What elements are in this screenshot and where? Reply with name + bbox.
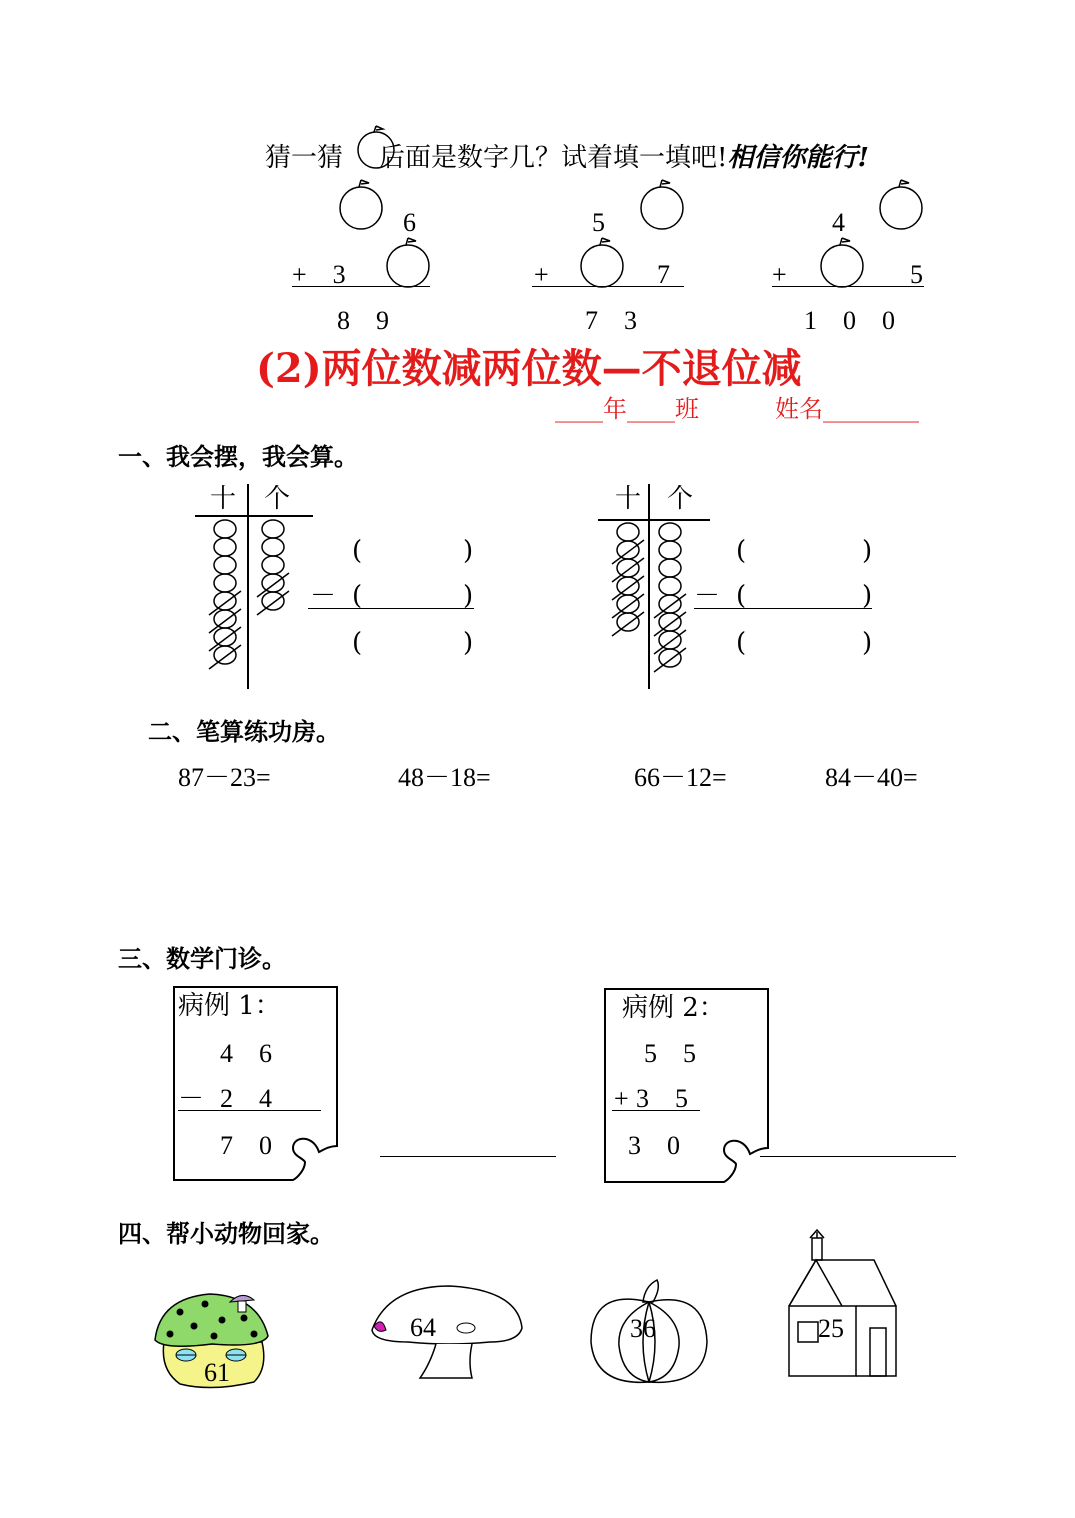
case2-mid: 3 5 <box>636 1084 689 1113</box>
puzzle3-ones: 5 <box>910 260 923 289</box>
apple-icon <box>638 176 688 231</box>
intro-part2: 后面是数字几？试着填一填吧! <box>379 143 728 173</box>
case2-rule <box>612 1110 700 1111</box>
equation-rule <box>694 608 872 609</box>
student-name: 姓名________ <box>775 395 919 423</box>
puzzle2-plus: + <box>534 260 549 289</box>
apple-icon <box>578 234 628 289</box>
counters <box>205 518 295 678</box>
paren-open: ( <box>736 628 747 658</box>
case1-op: － <box>178 1084 205 1114</box>
table-rule <box>598 519 710 521</box>
apple-icon <box>877 176 927 231</box>
paren-open: ( <box>352 581 363 611</box>
case2-result: 3 0 <box>628 1131 681 1160</box>
tens-label: 十 <box>615 484 642 514</box>
puzzle1-rule <box>292 286 430 287</box>
ones-label: 个 <box>667 484 694 514</box>
paren-close: ) <box>862 628 873 658</box>
minus-sign: － <box>694 581 721 611</box>
intro-part3: 相信你能行! <box>727 143 869 173</box>
case1-top: 4 6 <box>220 1039 273 1068</box>
problem-3: 66－12= <box>634 763 727 792</box>
counters <box>608 522 698 682</box>
section2-heading: 二、笔算练功房。 <box>148 717 340 746</box>
case1-result: 7 0 <box>220 1131 273 1160</box>
paren-close: ) <box>463 536 474 566</box>
home-number-1: 61 <box>204 1358 230 1387</box>
paren-close: ) <box>463 581 474 611</box>
puzzle1-bottom: + 3 <box>292 260 346 289</box>
home-number-2: 64 <box>410 1313 436 1342</box>
puzzle1-top: 6 <box>403 208 416 237</box>
problem-2: 48－18= <box>398 763 491 792</box>
case1-label: 病例 1： <box>178 991 281 1021</box>
class-year: ____年____班 <box>555 395 699 423</box>
page-title: (2)两位数减两位数—不退位减 <box>256 345 802 392</box>
paren-open: ( <box>352 628 363 658</box>
puzzle3-top: 4 <box>832 208 845 237</box>
house-icon <box>786 1228 902 1380</box>
home-number-4: 25 <box>818 1314 844 1343</box>
intro-part1: 猜一猜 <box>265 143 344 173</box>
problem-4: 84－40= <box>825 763 918 792</box>
ones-label: 个 <box>264 484 291 514</box>
case2-op: + <box>614 1084 629 1113</box>
table-rule <box>195 515 313 517</box>
section4-heading: 四、帮小动物回家。 <box>118 1219 334 1248</box>
equation-rule <box>308 608 474 609</box>
section3-heading: 三、数学门诊。 <box>118 944 286 973</box>
apple-icon <box>384 234 434 289</box>
section1-heading: 一、我会摆，我会算。 <box>118 442 358 471</box>
paren-close: ) <box>463 628 474 658</box>
puzzle3-rule <box>772 286 924 287</box>
puzzle3-plus: + <box>772 260 787 289</box>
paren-open: ( <box>352 536 363 566</box>
case2-label: 病例 2： <box>622 993 725 1023</box>
home-number-3: 36 <box>630 1314 656 1343</box>
answer-line[interactable] <box>760 1156 956 1157</box>
case1-mid: 2 4 <box>220 1084 273 1113</box>
answer-line[interactable] <box>380 1156 556 1157</box>
paren-close: ) <box>862 581 873 611</box>
problem-1: 87－23= <box>178 763 271 792</box>
puzzle2-rule <box>532 286 684 287</box>
puzzle1-result: 8 9 <box>337 306 390 335</box>
minus-sign: － <box>310 581 337 611</box>
apple-icon <box>337 176 387 231</box>
paren-open: ( <box>736 581 747 611</box>
paren-open: ( <box>736 536 747 566</box>
paren-close: ) <box>862 536 873 566</box>
case2-top: 5 5 <box>644 1039 697 1068</box>
puzzle2-ones: 7 <box>657 260 670 289</box>
apple-icon <box>356 120 400 170</box>
apple-icon <box>818 234 868 289</box>
mushroom-icon <box>368 1282 528 1382</box>
puzzle2-top: 5 <box>592 208 605 237</box>
tens-label: 十 <box>210 484 237 514</box>
puzzle2-result: 7 3 <box>585 306 638 335</box>
case1-rule <box>178 1110 321 1111</box>
puzzle3-result: 1 0 0 <box>804 306 896 335</box>
